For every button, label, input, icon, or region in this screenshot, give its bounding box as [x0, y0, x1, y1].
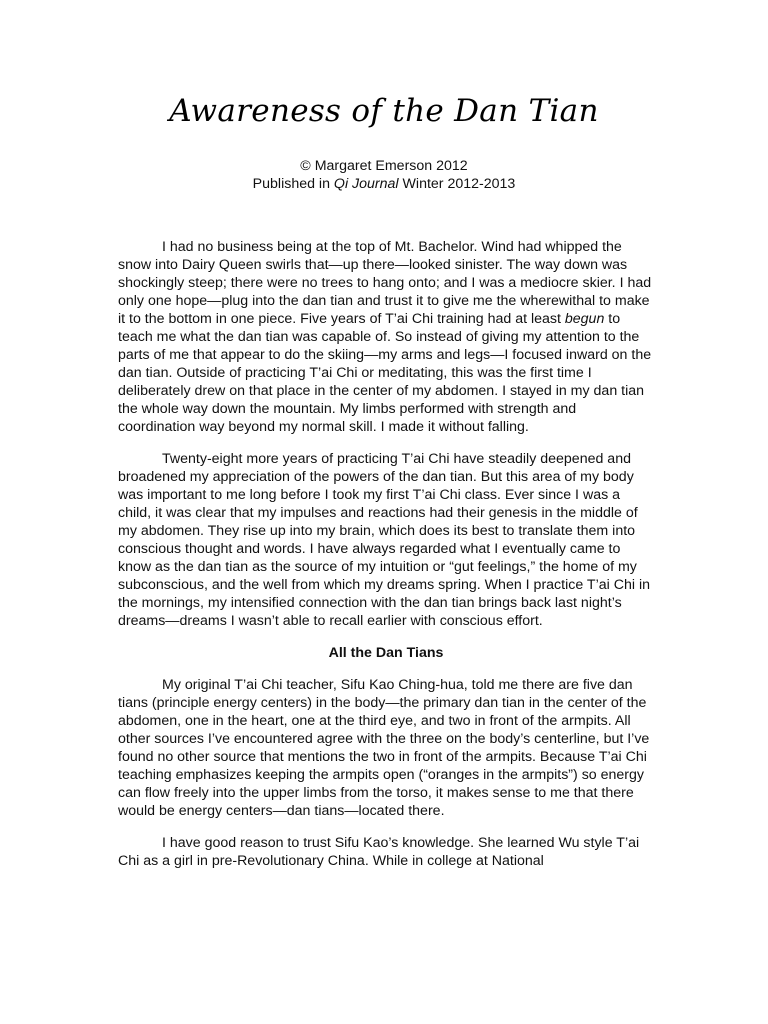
section-heading: All the Dan Tians	[328, 645, 444, 661]
publication-line	[0, 175, 768, 193]
journal-name: Qi Journal	[333, 176, 399, 192]
paragraph-2: Twenty-eight more years of practicing T’ai Chi have steadily deepened and broadened my appreciation of the powers of the dan tian. But this area of my body was important to me long before I took my first T’ai Chi class. Ever since I was a child, it was clear that my impulses and reactions had their genesis in the middle of my abdomen. They rise up into my brain, which does its best to translate them into conscious thought and words. I have always regarded what I eventually came to know as the dan tian as the source of my intuition or “gut feelings,” the home of my subconscious, and the well from which my dreams spring. When I practice T’ai Chi in the mornings, my intensified connection with the dan tian brings back last night’s dreams—dreams I wasn’t able to recall earlier with conscious effort.	[118, 451, 650, 629]
document-meta	[0, 157, 768, 193]
publication-suffix: Winter 2012-2013	[398, 176, 516, 192]
paragraph-1-part-b: to teach me what the dan tian was capable of. So instead of giving my attention to the parts of me that appear to do the skiing—my arms and legs—I focused inward on the dan tian. Outside of practicing T’ai Chi or meditating, this was the first time I deliberately drew on that place in the center of my abdomen. I stayed in my dan tian the whole way down the mountain. My limbs performed with strength and coordination way beyond my normal skill. I made it without falling.	[118, 311, 652, 435]
paragraph-1	[118, 238, 654, 436]
paragraph-1-part-a: I had no business being at the top of Mt. Bachelor. Wind had whipped the snow into Dairy Queen swirls that—up there—looked sinister. The way down was shockingly steep; there were no trees to hang onto; and I was a mediocre skier. I had only one hope—plug into the dan tian and trust it to give me the wherewithal to make it to the bottom in one piece. Five years of T’ai Chi training had at least	[118, 239, 652, 327]
document-title: Awareness of the Dan Tian	[169, 93, 599, 129]
publication-prefix: Published in	[252, 176, 334, 192]
copyright-line: © Margaret Emerson 2012	[300, 158, 468, 174]
paragraph-3: My original T’ai Chi teacher, Sifu Kao Ching-hua, told me there are five dan tians (principle energy centers) in the body—the primary dan tian in the center of the abdomen, one in the heart, one at the third eye, and two in front of the armpits. All other sources I’ve encountered agree with the three on the body’s centerline, but I’ve found no other source that mentions the two in front of the armpits. Because T’ai Chi teaching emphasizes keeping the armpits open (“oranges in the armpits”) so energy can flow freely into the upper limbs from the torso, it makes sense to me that there would be energy centers—dan tians—located there.	[118, 677, 650, 819]
paragraph-4: I have good reason to trust Sifu Kao’s knowledge. She learned Wu style T’ai Chi as a girl in pre-Revolutionary China. While in college at National	[118, 835, 640, 869]
article-body	[118, 238, 654, 870]
paragraph-1-emphasis: begun	[564, 311, 605, 327]
